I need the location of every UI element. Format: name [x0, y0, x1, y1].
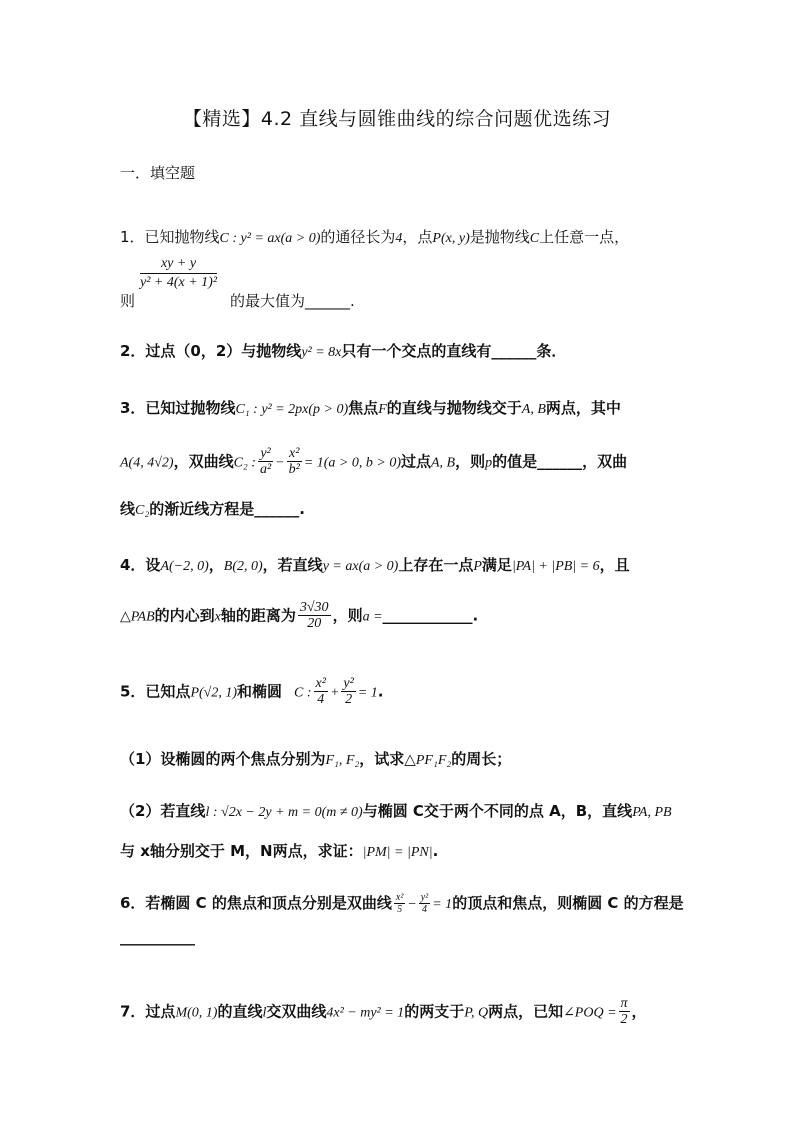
q3-text-c: 的直线与抛物线交于	[386, 399, 522, 417]
question-3-line-3	[120, 498, 305, 519]
q4-axis: x	[214, 609, 221, 625]
q7-frac-den: 2	[620, 1012, 628, 1028]
q2-parabola-eq: y² = 8x	[301, 345, 342, 360]
q3-text-b: 焦点	[348, 399, 379, 417]
question-5-part-1	[120, 748, 511, 769]
q5-p1-text-b: ，试求△	[359, 750, 416, 768]
question-1-line-1	[120, 226, 629, 247]
q1-text-d: 是抛物线	[469, 228, 530, 246]
question-5-line-1: 5．已知点P(√2, 1)和椭圆 C : $\frac{\text{x²}}{4}$ + $\frac{\text{y²}}{2}$ = 1.	[120, 676, 384, 708]
q4-text-d: 满足	[481, 556, 512, 574]
q6-frac-y-num: y²	[420, 892, 429, 903]
q3-frac-x-den: b²	[288, 462, 300, 478]
q5-frac-y-num: y²	[343, 676, 354, 691]
question-6-line-2	[120, 928, 195, 946]
q3-frac-y-num: y²	[258, 446, 273, 462]
q1-text-f: 则	[120, 292, 136, 310]
q6-frac-y	[419, 892, 430, 915]
q3-frac-x	[287, 446, 302, 478]
q1-curve-name: C	[529, 231, 540, 246]
q5-frac-x	[314, 676, 328, 708]
q5-p1-text-c: 的周长；	[451, 750, 512, 768]
q4-text-a: 4．设	[120, 556, 161, 574]
q3-frac-x-num: x²	[287, 446, 302, 462]
q7-text-d: 的两支于	[404, 1002, 465, 1021]
q4-frac-den: 20	[307, 616, 322, 632]
q5-text-a: 5．已知点	[120, 682, 191, 701]
q6-eq: = 1	[432, 897, 453, 912]
q1-text-e: 上任意一点，	[539, 228, 630, 246]
q5-ellipse-name: C :	[294, 685, 312, 701]
q5-frac-x-den: 4	[317, 692, 325, 708]
q3-text-j: 的渐近线方程是______.	[149, 500, 305, 518]
q3-hyperbola-cond: = 1(a > 0, b > 0)	[303, 455, 401, 471]
q1-fraction-numerator: xy + y	[140, 256, 217, 274]
q3-text-a: 3．已知过抛物线	[120, 399, 236, 417]
q7-frac-num: π	[620, 996, 628, 1011]
q6-frac-y-den: 4	[422, 904, 428, 915]
q1-point: P(x, y)	[432, 231, 470, 246]
q3-text-g: ，则	[455, 452, 486, 471]
q7-angle-fraction	[619, 996, 630, 1028]
q3-text-e: ，双曲线	[173, 452, 234, 471]
q6-frac-x-den: 5	[397, 904, 403, 915]
q4-text-f: 的内心到	[154, 606, 215, 625]
q7-text-a: 7．过点	[120, 1002, 176, 1021]
q4-point-b: B(2, 0)	[223, 559, 263, 574]
q5-text-b: 和椭圆	[237, 682, 283, 701]
q7-text-b: 的直线	[217, 1002, 263, 1021]
q4-a-eq: a =	[362, 609, 383, 625]
q7-angle: ∠POQ =	[563, 1005, 617, 1021]
question-5-part-2-line-1	[120, 800, 672, 821]
q6-text-a: 6．若椭圆 C 的焦点和顶点分别是双曲线	[120, 894, 392, 912]
q1-parabola-eq: C : y² = ax(a > 0)	[219, 231, 321, 246]
q5-eq-one: = 1	[357, 685, 378, 701]
q7-text-c: 交双曲线	[266, 1002, 327, 1021]
q5-proof-eq: |PM| = |PN|	[362, 845, 433, 860]
q5-dot: .	[377, 682, 384, 701]
q4-frac-num: 3√30	[299, 600, 329, 615]
q5-frac-x-num: x²	[315, 676, 326, 691]
q3-hyperbola-name: C₂ :	[233, 455, 256, 471]
q3-frac-y-den: a²	[259, 462, 272, 478]
question-4-line-1	[120, 554, 630, 575]
q3-points: A, B	[521, 402, 546, 417]
question-5-part-2-line-2	[120, 840, 438, 861]
q1-length: 4	[395, 231, 403, 246]
q3-frac-y	[258, 446, 273, 478]
q1-text-b: 的通径长为	[320, 228, 396, 246]
q4-text-h: ，则	[332, 606, 363, 625]
q4-text-g: 轴的距离为	[220, 606, 296, 625]
q6-frac-x	[394, 892, 405, 915]
q5-p2-text-a: （2）若直线	[120, 802, 206, 820]
q7-points: P, Q	[464, 1005, 489, 1021]
q3-text-f: 过点	[400, 452, 431, 471]
q5-p2-text-c: 与 x轴分别交于 M，N两点，求证：	[120, 842, 363, 860]
q4-condition: |PA| + |PB| = 6	[511, 559, 600, 574]
q4-text-c: 上存在一点	[398, 556, 474, 574]
q2-text-a: 2．过点（0，2）与抛物线	[120, 342, 302, 360]
q3-parabola-eq: C₁ : y² = 2px(p > 0)	[235, 402, 349, 417]
q4-point-p: P	[473, 559, 482, 574]
q4-text-b: ，若直线	[262, 556, 323, 574]
q5-p1-text-a: （1）设椭圆的两个焦点分别为	[120, 750, 326, 768]
q7-text-f: ，	[631, 1002, 647, 1021]
q4-text-e: ，且	[599, 556, 630, 574]
q6-answer-blank: __________	[120, 928, 195, 946]
q7-hyperbola-eq: 4x² − my² = 1	[326, 1005, 405, 1021]
q1-text-c: ，点	[402, 228, 433, 246]
q5-frac-y-den: 2	[345, 692, 353, 708]
q5-point: P(√2, 1)	[190, 685, 237, 701]
q5-foci: F₁, F₂	[325, 753, 360, 768]
q3-text-d: 两点，其中	[545, 399, 621, 417]
question-1-line-2	[120, 290, 355, 311]
q1-fraction	[140, 256, 217, 291]
q5-p2-text-b: 与椭圆 C交于两个不同的点 A，B，直线	[362, 802, 633, 820]
q6-text-b: 的顶点和焦点，则椭圆 C 的方程是	[452, 894, 684, 912]
q7-point: M(0, 1)	[175, 1005, 218, 1021]
question-3-line-1	[120, 397, 621, 418]
question-4-line-2	[120, 600, 478, 632]
q5-lines-papb: PA, PB	[632, 805, 672, 820]
q4-triangle: △PAB	[120, 609, 155, 625]
q4-distance-fraction	[298, 600, 331, 632]
q4-point-a: A(−2, 0)	[160, 559, 209, 574]
section-heading: 一．填空题	[120, 164, 196, 182]
q5-p2-text-d: .	[432, 842, 439, 860]
q3-text-h: 的值是______，双曲	[492, 452, 628, 471]
q3-hyperbola-name-2: C₂	[135, 503, 150, 518]
q2-text-b: 只有一个交点的直线有______条．	[341, 342, 567, 360]
q6-frac-x-num: x²	[395, 892, 404, 903]
q4-line-eq: y = ax(a > 0)	[322, 559, 399, 574]
q7-text-e: 两点，已知	[488, 1002, 564, 1021]
question-3-line-2: A(4, 4√2)，双曲线C₂ : $\frac{\text{y²}}{\text{a²}}$ − $\frac{\text{x²}}{\text{b²}}$ = 1(a > 0, b > 0)过点A, B，则p的值是______，双曲	[120, 446, 628, 478]
q3-text-i: 线	[120, 500, 136, 518]
q5-frac-y	[341, 676, 355, 708]
page-title: 【精选】4.2 直线与圆锥曲线的综合问题优选练习	[182, 108, 612, 130]
q7-line-name: l	[262, 1005, 267, 1021]
q4-sep: ，	[208, 556, 224, 574]
q3-points-2: A, B	[431, 455, 456, 471]
q3-p: p	[485, 455, 493, 471]
q3-focus: F	[378, 402, 387, 417]
question-7	[120, 996, 647, 1028]
q4-answer-blank: ____________.	[382, 606, 479, 625]
q5-triangle: PF₁F₂	[415, 753, 452, 768]
q1-text-a: 1．已知抛物线	[120, 228, 220, 246]
question-2	[120, 340, 566, 361]
q1-fraction-denominator: y² + 4(x + 1)²	[140, 275, 218, 290]
q3-point-a: A(4, 4√2)	[120, 455, 174, 471]
q1-text-g: 的最大值为______.	[230, 292, 355, 310]
question-6-line-1: 6．若椭圆 C 的焦点和顶点分别是双曲线 $\frac{\text{x²}}{5}$ − $\frac{\text{y²}}{4}$ = 1的顶点和焦点，则椭圆 C 的方程是	[120, 892, 684, 915]
q5-line-eq: l : √2x − 2y + m = 0(m ≠ 0)	[205, 805, 363, 820]
